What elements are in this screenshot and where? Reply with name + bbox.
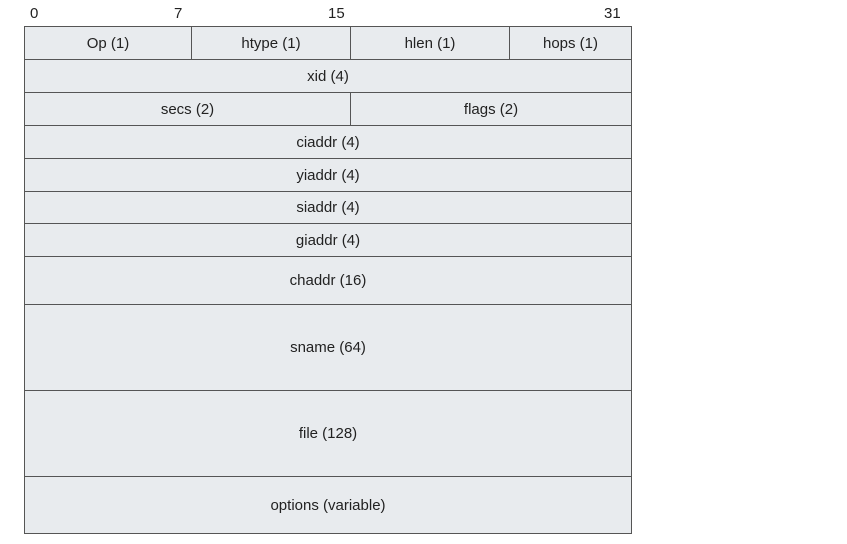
field-file: file (128) (298, 425, 358, 442)
row-xid (25, 60, 631, 93)
dhcp-packet-format-diagram (24, 26, 632, 534)
field-siaddr: siaddr (4) (296, 199, 360, 216)
field-options: options (variable) (270, 496, 386, 514)
row-secs-flags (25, 93, 631, 126)
field-xid: xid (4) (307, 67, 349, 85)
bit-label-31: 31 (604, 5, 621, 22)
field-secs: secs (2) (25, 93, 351, 125)
field-hops: hops (1) (542, 34, 599, 52)
field-sname: sname (64) (290, 339, 366, 356)
field-hlen: hlen (1) (351, 27, 510, 59)
row-op-htype-hlen-hops (25, 27, 631, 60)
field-chaddr: chaddr (16) (289, 272, 367, 289)
row-yiaddr (25, 159, 631, 192)
bit-label-0: 0 (30, 5, 39, 22)
field-flags: flags (2) (463, 100, 519, 118)
row-options (25, 477, 631, 533)
bit-label-15: 15 (328, 5, 345, 22)
field-htype: htype (1) (192, 27, 351, 59)
field-ciaddr: ciaddr (4) (296, 133, 360, 151)
row-giaddr (25, 224, 631, 257)
row-ciaddr (25, 126, 631, 159)
row-file (25, 391, 631, 477)
field-giaddr: giaddr (4) (295, 231, 361, 249)
row-siaddr (25, 192, 631, 224)
bit-label-7: 7 (174, 5, 183, 22)
field-yiaddr: yiaddr (4) (296, 166, 360, 184)
row-sname (25, 305, 631, 391)
field-op: Op (1) (25, 27, 192, 59)
row-chaddr (25, 257, 631, 305)
